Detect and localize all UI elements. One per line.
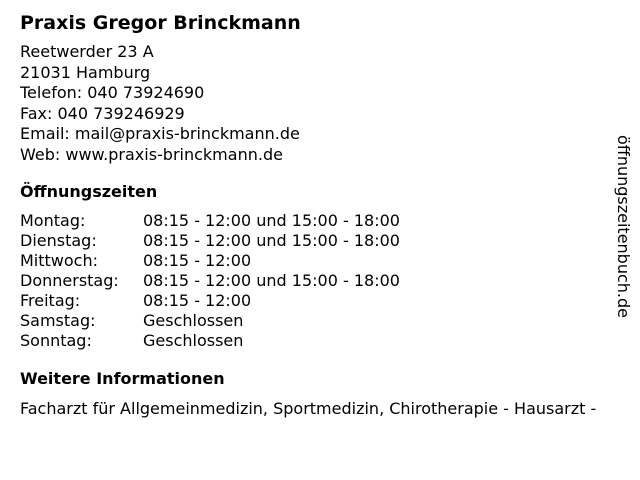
hours-row-tuesday [20,231,620,251]
phone-line: Telefon: 040 73924690 [20,83,205,102]
hours-row-sunday [20,331,620,351]
time-value: Geschlossen [143,331,244,350]
day-label: Sonntag: [20,331,92,350]
email-line: Email: mail@praxis-brinckmann.de [20,124,300,143]
day-label: Dienstag: [20,231,97,250]
time-value: 08:15 - 12:00 und 15:00 - 18:00 [143,211,400,230]
further-info-heading: Weitere Informationen [20,369,225,388]
hours-row-saturday [20,311,620,331]
day-label: Mittwoch: [20,251,98,270]
practice-card [20,10,620,420]
time-value: 08:15 - 12:00 und 15:00 - 18:00 [143,271,400,290]
contact-block [20,42,620,165]
day-label: Montag: [20,211,86,230]
further-info-text: Facharzt für Allgemeinmedizin, Sportmedizin, Chirotherapie - Hausarzt - [20,399,597,418]
city-line: 21031 Hamburg [20,62,151,82]
practice-name: Praxis Gregor Brinckmann [20,12,301,34]
hours-row-wednesday [20,251,620,271]
brand-watermark: öffnungszeitenbuch.de [614,135,633,318]
website-line: Web: www.praxis-brinckmann.de [20,144,283,164]
opening-hours-table [20,211,620,351]
hours-row-monday [20,211,620,231]
day-label: Samstag: [20,311,96,330]
street-address: Reetwerder 23 A [20,42,154,61]
day-label: Donnerstag: [20,271,119,290]
opening-hours-heading: Öffnungszeiten [20,182,158,201]
time-value: 08:15 - 12:00 [143,251,252,270]
fax-line: Fax: 040 739246929 [20,103,185,123]
day-label: Freitag: [20,291,81,310]
time-value: Geschlossen [143,311,244,330]
time-value: 08:15 - 12:00 [143,291,252,310]
time-value: 08:15 - 12:00 und 15:00 - 18:00 [143,231,400,250]
hours-row-friday [20,291,620,311]
hours-row-thursday [20,271,620,291]
